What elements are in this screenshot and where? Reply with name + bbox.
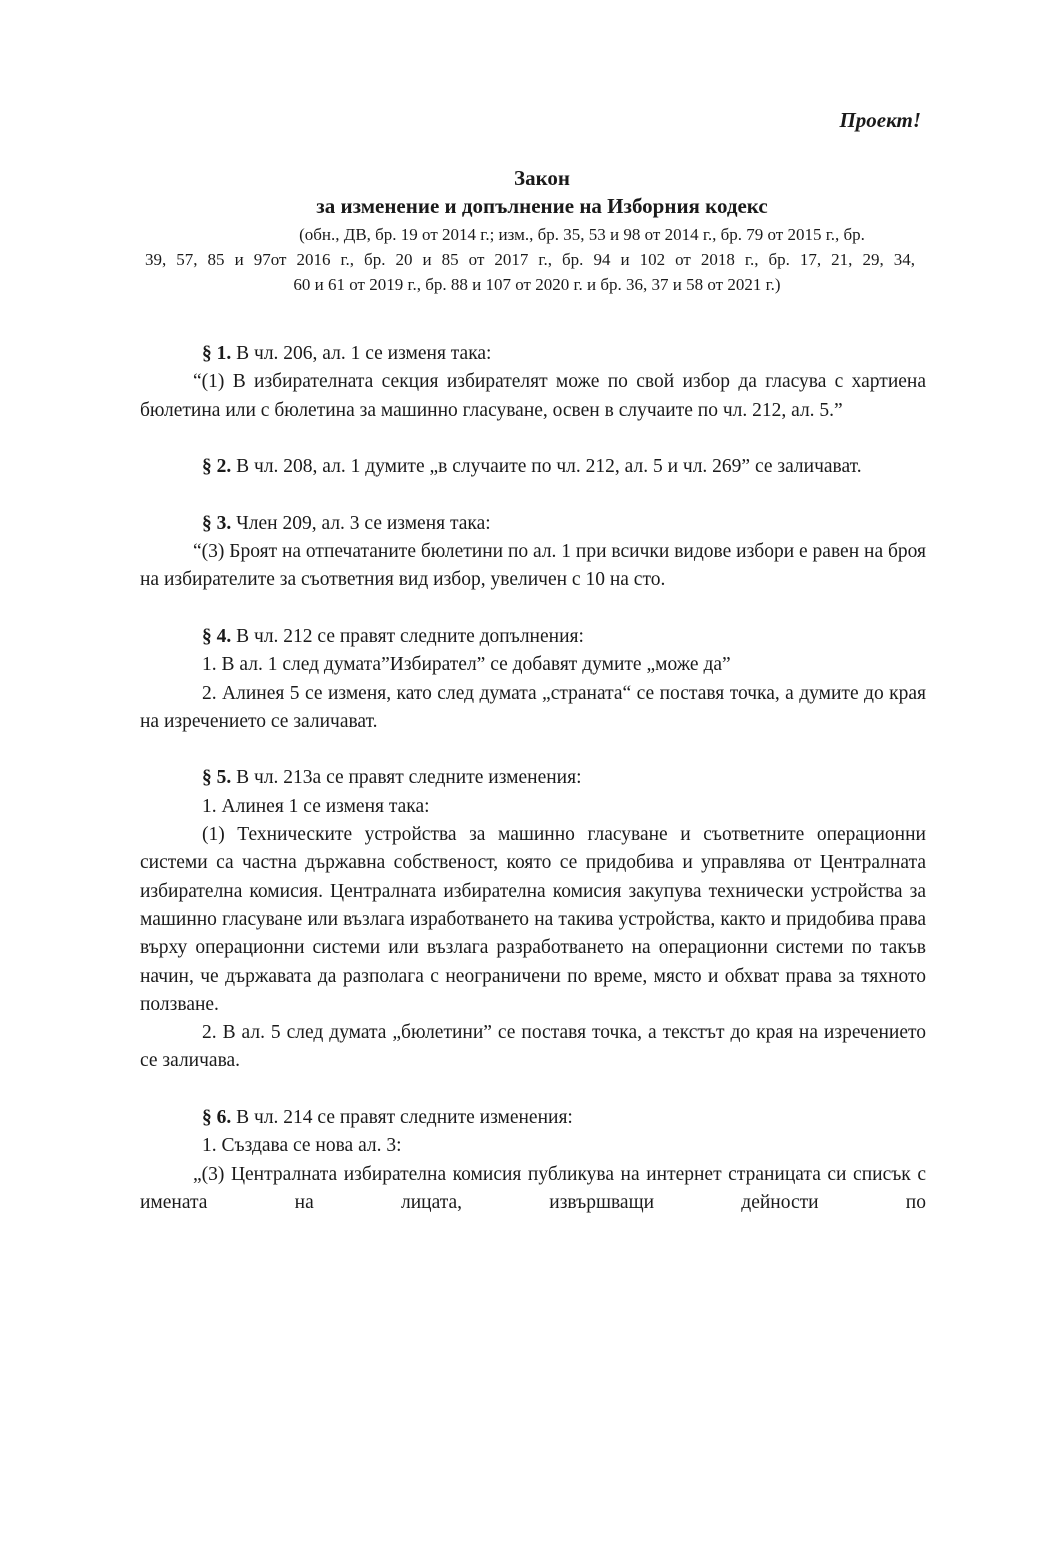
section-heading xyxy=(140,453,926,481)
section-3 xyxy=(140,510,926,595)
law-title: Закон xyxy=(513,166,570,190)
section-item: 2. В ал. 5 след думата „бюлетини” се поставя точка, а текстът до края на изречението се заличава. xyxy=(140,1022,926,1072)
section-item: 1. В ал. 1 след думата”Избирател” се добавят думите „може да” xyxy=(202,654,731,676)
publication-line-3: 60 и 61 от 2019 г., бр. 88 и 107 от 2020 г. и бр. 36, 37 и 58 от 2021 г.) xyxy=(293,275,781,294)
section-heading xyxy=(140,1104,926,1132)
section-item-text: „(3) Централната избирателна комисия публикува на интернет страницата си списък с имената на лицата, извършващи дейности по xyxy=(140,1163,926,1213)
section-item: 2. Алинея 5 се изменя, като след думата „страната“ се поставя точка, а думите до края на изречението се заличават. xyxy=(140,682,926,732)
section-head-text: Член 209, ал. 3 се изменя така: xyxy=(231,512,491,534)
section-6 xyxy=(140,1104,926,1217)
section-2 xyxy=(140,453,926,481)
section-heading xyxy=(140,510,926,538)
section-item: 1. Създава се нова ал. 3: xyxy=(202,1135,402,1157)
section-head-text: В чл. 213а се правят следните изменения: xyxy=(231,767,582,789)
section-1 xyxy=(140,340,926,425)
publication-line-2: 39, 57, 85 и 97от 2016 г., бр. 20 и 85 от 2017 г., бр. 94 и 102 от 2018 г., бр. 17, 21, 29, 34, xyxy=(145,250,915,269)
section-heading xyxy=(140,340,926,368)
section-number: § 4. xyxy=(202,625,232,647)
section-head-text: В чл. 214 се правят следните изменения: xyxy=(231,1107,573,1129)
section-head-text: В чл. 206, ал. 1 се изменя така: xyxy=(231,343,492,364)
section-number: § 1. xyxy=(202,343,232,364)
section-head-text: В чл. 208, ал. 1 думите „в случаите по чл. 212, ал. 5 и чл. 269” се заличават. xyxy=(231,456,862,478)
publication-line-1: (обн., ДВ, бр. 19 от 2014 г.; изм., бр. 35, 53 и 98 от 2014 г., бр. 79 от 2015 г., бр. xyxy=(299,225,865,244)
section-heading xyxy=(140,764,926,792)
section-number: § 2. xyxy=(202,456,232,478)
section-item: 1. Алинея 1 се изменя така: xyxy=(202,795,430,817)
publication-info xyxy=(0,222,1054,297)
section-number: § 5. xyxy=(202,767,232,789)
section-item-text: (1) Техническите устройства за машинно гласуване и съответните операционни системи са частна държавна собственост, която се придобива и управлява от Централната избирателна комисия. Централната избирателна комисия закупува технически устройства за машинно гласуване или възлага изработването на такива устройства, както и придобива права върху операционни системи или възлага разработването на операционни системи по такъв начин, че държавата да разполага с неограничени по време, място и обхват права за тяхното ползване. xyxy=(140,824,926,1015)
law-subtitle: за изменение и допълнение на Изборния кодекс xyxy=(316,194,768,218)
document-body xyxy=(140,340,926,1246)
section-number: § 3. xyxy=(202,512,232,534)
section-number: § 6. xyxy=(202,1107,232,1129)
section-heading xyxy=(140,623,926,651)
title-block xyxy=(0,164,1054,297)
section-5 xyxy=(140,764,926,1075)
section-4 xyxy=(140,623,926,736)
section-text: “(1) В избирателната секция избирателят може по свой избор да гласува с хартиена бюлетина или с бюлетина за машинно гласуване, освен в случаите по чл. 212, ал. 5.” xyxy=(140,371,926,421)
section-head-text: В чл. 212 се правят следните допълнения: xyxy=(231,625,584,647)
section-text: “(3) Броят на отпечатаните бюлетини по ал. 1 при всички видове избори е равен на броя на избирателите за съответния вид избор, увеличен с 10 на сто. xyxy=(140,541,926,591)
draft-label: Проект! xyxy=(839,108,921,132)
